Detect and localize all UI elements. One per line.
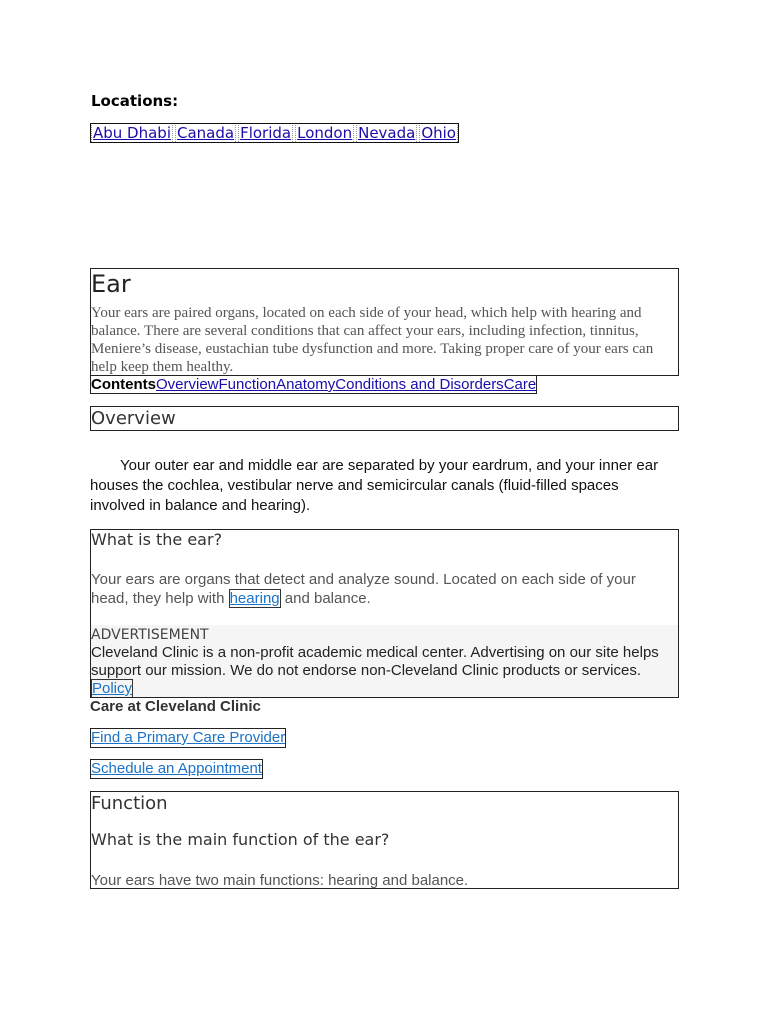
contents-label: Contents xyxy=(91,376,156,393)
function-question: What is the main function of the ear? xyxy=(91,830,390,849)
location-link-ohio[interactable]: Ohio xyxy=(421,123,456,142)
find-provider-link[interactable]: Find a Primary Care Provider xyxy=(91,729,286,746)
location-link-florida[interactable]: Florida xyxy=(240,123,292,142)
schedule-appointment-link[interactable]: Schedule an Appointment xyxy=(91,760,262,777)
table-of-contents xyxy=(90,375,537,394)
care-heading: Care at Cleveland Clinic xyxy=(90,698,261,715)
location-link-london[interactable]: London xyxy=(297,123,353,142)
location-link-canada[interactable]: Canada xyxy=(177,123,235,142)
location-link-abu-dhabi[interactable]: Abu Dhabi xyxy=(93,123,171,142)
location-link-nevada[interactable]: Nevada xyxy=(358,123,416,142)
advertisement-block xyxy=(91,625,678,698)
advertisement-label: ADVERTISEMENT xyxy=(91,627,209,643)
policy-link[interactable]: Policy xyxy=(92,680,133,697)
advertisement-text: Cleveland Clinic is a non-profit academic medical center. Advertising on our site helps support our mission. We do not endorse non-Cleveland Clinic products or services. xyxy=(91,644,659,679)
what-is-heading: What is the ear? xyxy=(91,530,223,549)
locations-list xyxy=(90,123,459,143)
advertisement-disclaimer xyxy=(91,644,678,698)
toc-link-conditions[interactable]: Conditions and Disorders xyxy=(335,376,504,393)
overview-heading: Overview xyxy=(91,408,176,429)
overview-text: Your outer ear and middle ear are separated by your eardrum, and your inner ear houses the cochlea, vestibular nerve and semicircular canals (fluid-filled spaces involved in balance and hearing). xyxy=(90,457,659,514)
toc-link-overview[interactable]: Overview xyxy=(156,376,219,393)
article-intro: Your ears are paired organs, located on each side of your head, which help with hearing and balance. There are several conditions that can affect your ears, including infection, tinnitus, Meniere’s disease, eustachian tube dysfunction and more. Taking proper care of your ears can help keep them healthy. xyxy=(91,305,654,375)
hearing-link[interactable]: hearing xyxy=(229,590,280,607)
what-is-text-end: and balance. xyxy=(280,590,371,607)
article-header xyxy=(90,268,679,376)
what-is-section xyxy=(90,529,679,698)
overview-section-header xyxy=(90,406,679,431)
locations-heading: Locations: xyxy=(91,92,179,110)
function-heading: Function xyxy=(91,793,168,814)
what-is-text xyxy=(91,570,678,608)
function-answer: Your ears have two main functions: hearing and balance. xyxy=(91,872,469,889)
toc-link-anatomy[interactable]: Anatomy xyxy=(276,376,336,393)
toc-link-function[interactable]: Function xyxy=(218,376,277,393)
function-section xyxy=(90,791,679,889)
page-title: Ear xyxy=(91,270,131,298)
what-is-text-start: Your ears are organs that detect and analyze sound. Located on each side of your head, they help with xyxy=(91,571,636,607)
toc-link-care[interactable]: Care xyxy=(503,376,537,393)
